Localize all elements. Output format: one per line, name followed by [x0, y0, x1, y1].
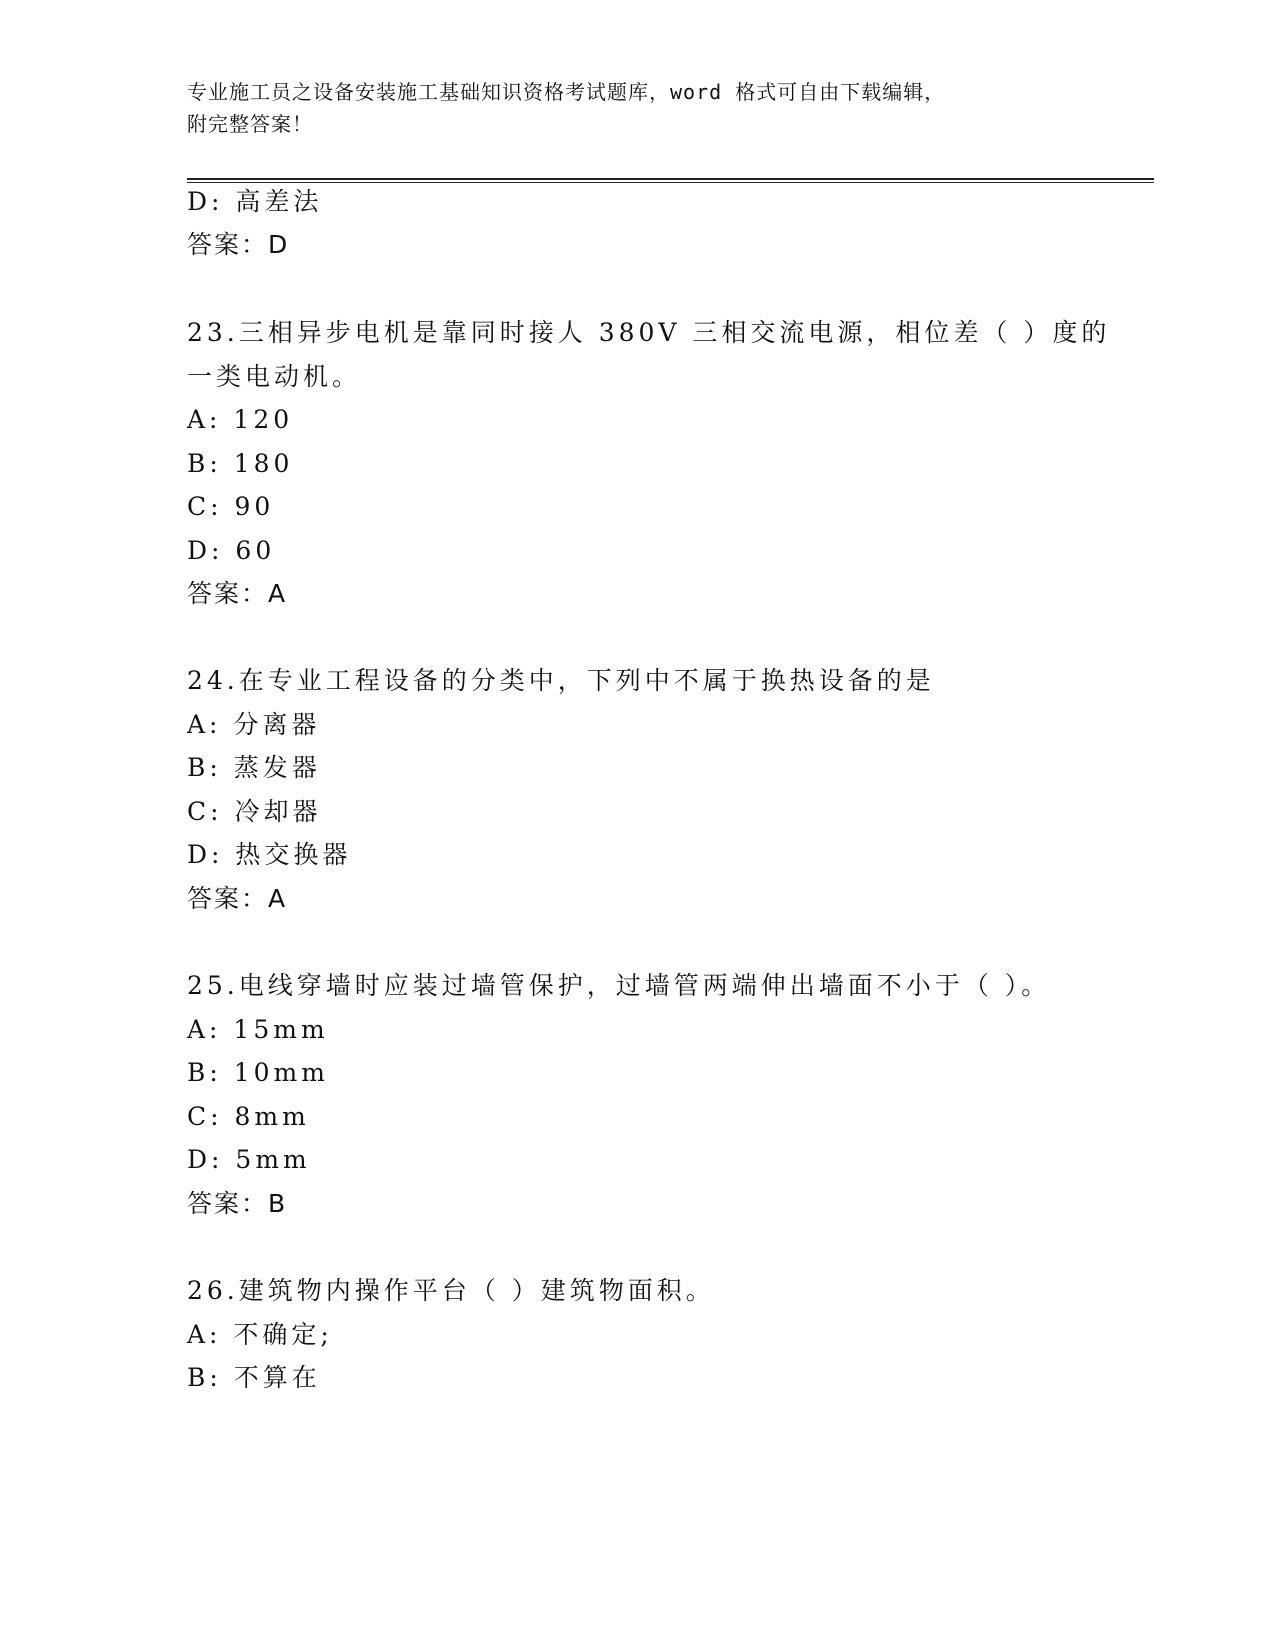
q26-option-b: B: 不算在 — [187, 1363, 321, 1392]
q25-option-d: D: 5mm — [187, 1145, 311, 1174]
header-divider-thin — [187, 182, 1154, 183]
q23-option-d: D: 60 — [187, 536, 276, 565]
q23-option-c: C: 90 — [187, 492, 275, 521]
q25-answer: 答案：B — [187, 1189, 288, 1218]
q23-stem-line-1: 23.三相异步电机是靠同时接人 380V 三相交流电源，相位差（ ）度的 — [187, 318, 1111, 347]
q24-option-c: C: 冷却器 — [187, 797, 322, 826]
q23-stem-line-2: 一类电动机。 — [187, 362, 362, 391]
q25-option-a: A: 15mm — [187, 1015, 329, 1044]
q24-stem-line-1: 24.在专业工程设备的分类中，下列中不属于换热设备的是 — [187, 666, 935, 695]
q25-option-c: C: 8mm — [187, 1102, 310, 1131]
q25-stem-line-1: 25.电线穿墙时应装过墙管保护，过墙管两端伸出墙面不小于（ ）。 — [187, 971, 1051, 1000]
q24-option-a: A: 分离器 — [187, 710, 321, 739]
q26-option-a: A: 不确定; — [187, 1320, 333, 1349]
q23-answer: 答案：A — [187, 579, 288, 608]
prev-option-d: D: 高差法 — [187, 187, 323, 216]
q23-option-a: A: 120 — [187, 405, 294, 434]
header-line-1: 专业施工员之设备安装施工基础知识资格考试题库，word 格式可自由下载编辑， — [187, 80, 946, 104]
q26-stem-line-1: 26.建筑物内操作平台（ ）建筑物面积。 — [187, 1276, 715, 1305]
q24-option-d: D: 热交换器 — [187, 840, 352, 869]
q25-option-b: B: 10mm — [187, 1058, 329, 1087]
document-header — [187, 76, 1087, 140]
q23-option-b: B: 180 — [187, 449, 294, 478]
q24-answer: 答案：A — [187, 884, 288, 913]
q24-option-b: B: 蒸发器 — [187, 753, 321, 782]
prev-answer: 答案：D — [187, 230, 290, 259]
header-divider-thick — [187, 178, 1154, 180]
header-line-2: 附完整答案！ — [187, 112, 313, 136]
